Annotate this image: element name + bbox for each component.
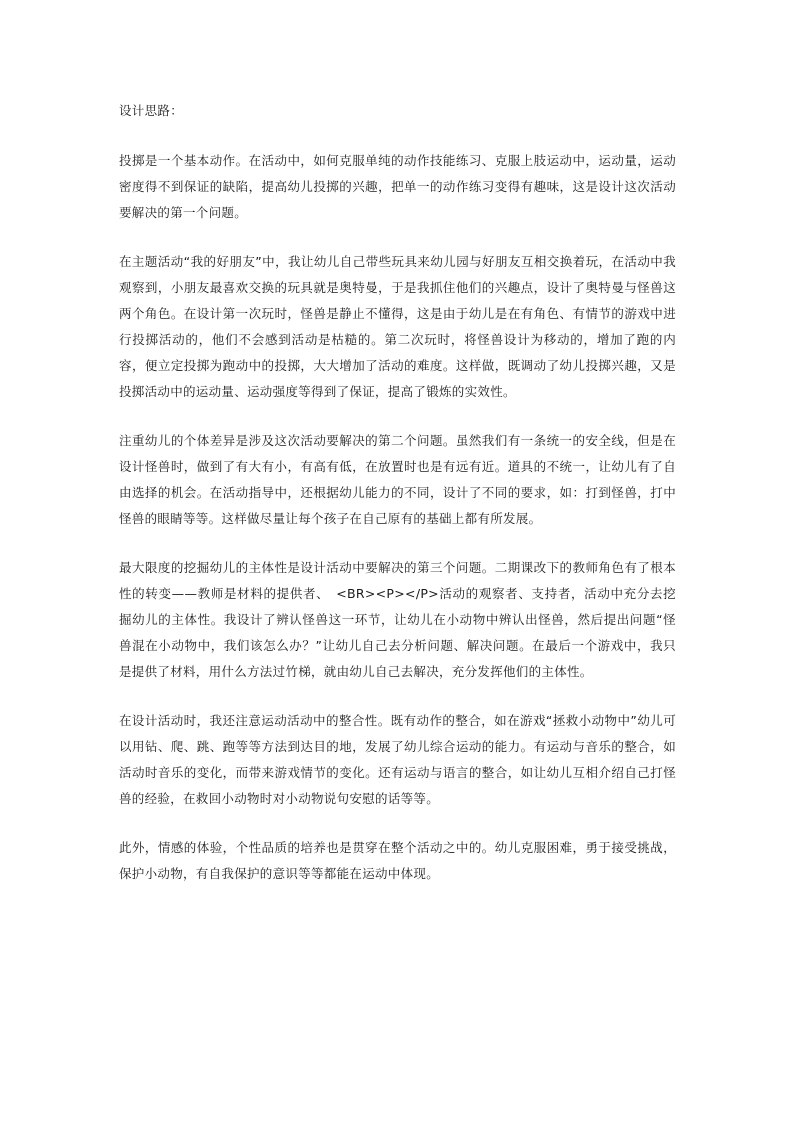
paragraph-5: 在设计活动时，我还注意运动活动中的整合性。既有动作的整合，如在游戏“拯救小动物中”幼儿可以用钻、爬、跳、跑等等方法到达目的地，发展了幼儿综合运动的能力。有运动与音乐的整合，如活动时音乐的变化，而带来游戏情节的变化。还有运动与语言的整合，如让幼儿互相介绍自己打怪兽的经验，在救回小动物时对小动物说句安慰的话等等。 <box>119 713 676 806</box>
paragraph-1: 投掷是一个基本动作。在活动中，如何克服单纯的动作技能练习、克服上肢运动中，运动量，运动密度得不到保证的缺陷，提高幼儿投掷的兴趣，把单一的动作练习变得有趣味，这是设计这次活动要解决的第一个问题。 <box>119 153 676 220</box>
paragraph-4: 最大限度的挖掘幼儿的主体性是设计活动中要解决的第三个问题。二期课改下的教师角色有了根本性的转变——教师是材料的提供者、 <BR><P></P>活动的观察者、支持者，活动中充分去挖掘幼儿的主体性。我设计了辨认怪兽这一环节，让幼儿在小动物中辨认出怪兽，然后提出问题“怪兽混在小动物中，我们该怎么办？”让幼儿自己去分析问题、解决问题。在最后一个游戏中，我只是提供了材料，用什么方法过竹梯，就由幼儿自己去解决，充分发挥他们的主体性。 <box>119 560 676 679</box>
paragraph-6: 此外，情感的体验，个性品质的培养也是贯穿在整个活动之中的。幼儿克服困难，勇于接受挑战，保护小动物，有自我保护的意识等等都能在运动中体现。 <box>119 840 676 881</box>
document-page <box>119 98 676 910</box>
document-heading: 设计思路： <box>119 103 184 118</box>
paragraph-2: 在主题活动“我的好朋友”中，我让幼儿自己带些玩具来幼儿园与好朋友互相交换着玩，在活动中我观察到，小朋友最喜欢交换的玩具就是奥特曼，于是我抓住他们的兴趣点，设计了奥特曼与怪兽这两个角色。在设计第一次玩时，怪兽是静止不懂得，这是由于幼儿是在有角色、有情节的游戏中进行投掷活动的，他们不会感到活动是枯糙的。第二次玩时，将怪兽设计为移动的，增加了跑的内容，便立定投掷为跑动中的投掷，大大增加了活动的难度。这样做，既调动了幼儿投掷兴趣，又是投掷活动中的运动量、运动强度等得到了保证，提高了锻炼的实效性。 <box>119 254 676 399</box>
paragraph-3: 注重幼儿的个体差异是涉及这次活动要解决的第二个问题。虽然我们有一条统一的安全线，但是在设计怪兽时，做到了有大有小，有高有低，在放置时也是有远有近。道具的不统一，让幼儿有了自由选择的机会。在活动指导中，还根据幼儿能力的不同，设计了不同的要求，如：打到怪兽，打中怪兽的眼睛等等。这样做尽量让每个孩子在自己原有的基础上都有所发展。 <box>119 433 676 526</box>
